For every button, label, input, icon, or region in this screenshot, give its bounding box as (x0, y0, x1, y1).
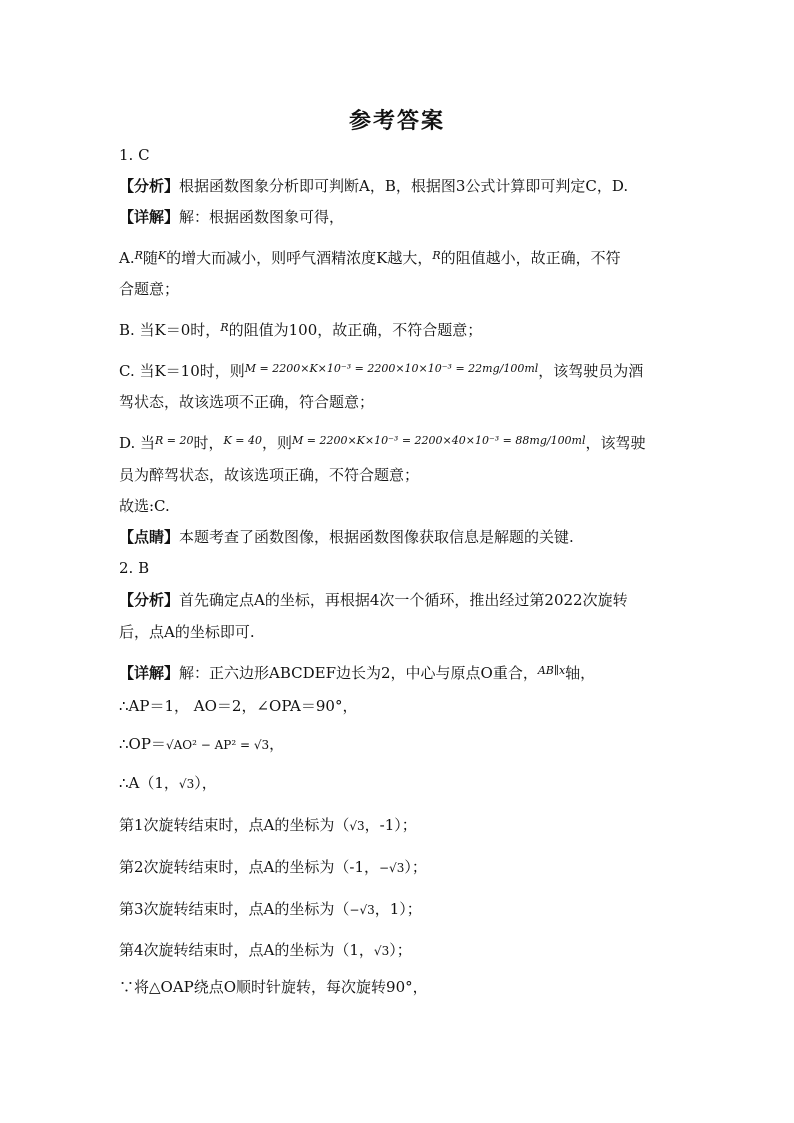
step-ap: ∴AP＝1， AO＝2，∠OPA＝90°， (119, 697, 358, 715)
analysis-1: 【分析】根据函数图象分析即可判断A，B，根据图3公式计算即可判定C，D. (119, 177, 629, 195)
option-c-line-2: 驾状态，故该选项不正确，符合题意； (119, 393, 375, 411)
option-c-line-1: C. 当K＝10时，则$^{M = 2200\times K\times 10^{-3} = 2200\times 10\times 10^{-3} = 22mg/100ml}$，该驾驶员为酒 (119, 362, 644, 380)
formula: R (432, 249, 441, 262)
answer-1-heading: 1. C (119, 146, 150, 164)
formula: K = 40 (223, 434, 262, 447)
rotation-1: 第1次旋转结束时，点A的坐标为（√3，-1）； (119, 816, 417, 834)
detail-tag: 【详解】 (119, 208, 180, 226)
formula: K (157, 249, 167, 262)
formula: −√3 (379, 861, 405, 875)
formula: R (134, 249, 143, 262)
formula: AB∥x (537, 664, 566, 677)
step-op: ∴OP＝√AO² − AP² = √3， (119, 735, 285, 753)
option-a-line-2: 合题意； (119, 280, 180, 298)
detail-2: 【详解】解：正六边形ABCDEF边长为2，中心与原点O重合，$^{AB\parallel x}$轴， (119, 664, 596, 682)
rotation-3: 第3次旋转结束时，点A的坐标为（−√3，1）； (119, 900, 422, 918)
detail-tag: 【详解】 (119, 664, 180, 682)
rotation-rule: ∵将△OAP绕点O顺时针旋转，每次旋转90°， (119, 978, 428, 996)
comment-tag: 【点睛】 (119, 528, 180, 546)
rotation-2: 第2次旋转结束时，点A的坐标为（-1，−√3）； (119, 858, 427, 876)
page-title: 参考答案 (348, 108, 445, 134)
analysis-tag: 【分析】 (119, 177, 180, 195)
option-d-line-2: 员为醉驾状态，故该选项正确，不符合题意； (119, 466, 420, 484)
step-a-coord: ∴A（1，√3）， (119, 774, 217, 792)
option-b: B. 当K＝0时，$^R$的阻值为100，故正确，不符合题意； (119, 321, 483, 339)
formula: R = 20 (155, 434, 194, 447)
formula: −√3 (349, 903, 375, 917)
formula: √3 (349, 819, 365, 833)
formula: M = 2200×K×10⁻³ = 2200×40×10⁻³ = 88mg/100ml (292, 434, 586, 447)
formula: √3 (178, 777, 195, 791)
rotation-4: 第4次旋转结束时，点A的坐标为（1，√3）； (119, 941, 412, 959)
detail-1: 【详解】解：根据函数图象可得， (119, 208, 345, 226)
formula: √AO² − AP² = √3 (165, 738, 270, 752)
comment-1: 【点睛】本题考查了函数图像，根据函数图像获取信息是解题的关键. (119, 528, 574, 546)
option-a-line-1: A.$^R$随$^K$的增大而减小，则呼气酒精浓度K越大，$^R$的阻值越小，故正确，不符 (119, 249, 621, 267)
formula: √3 (373, 944, 390, 958)
analysis-tag: 【分析】 (119, 591, 180, 609)
formula: R (220, 321, 229, 334)
formula: M = 2200×K×10⁻³ = 2200×10×10⁻³ = 22mg/100ml (244, 362, 539, 375)
analysis-2-line-2: 后，点A的坐标即可. (119, 623, 255, 641)
answer-2-heading: 2. B (119, 559, 150, 577)
choice-1: 故选:C. (119, 497, 170, 515)
option-d-line-1: D. 当$^{R = 20}$时，$^{K = 40}$，则$^{M = 2200\times K\times 10^{-3} = 2200\times 40\times 10^{-3} = 88mg/100ml}$，该驾驶 (119, 434, 646, 452)
analysis-2-line-1: 【分析】首先确定点A的坐标，再根据4次一个循环，推出经过第2022次旋转 (119, 591, 628, 609)
